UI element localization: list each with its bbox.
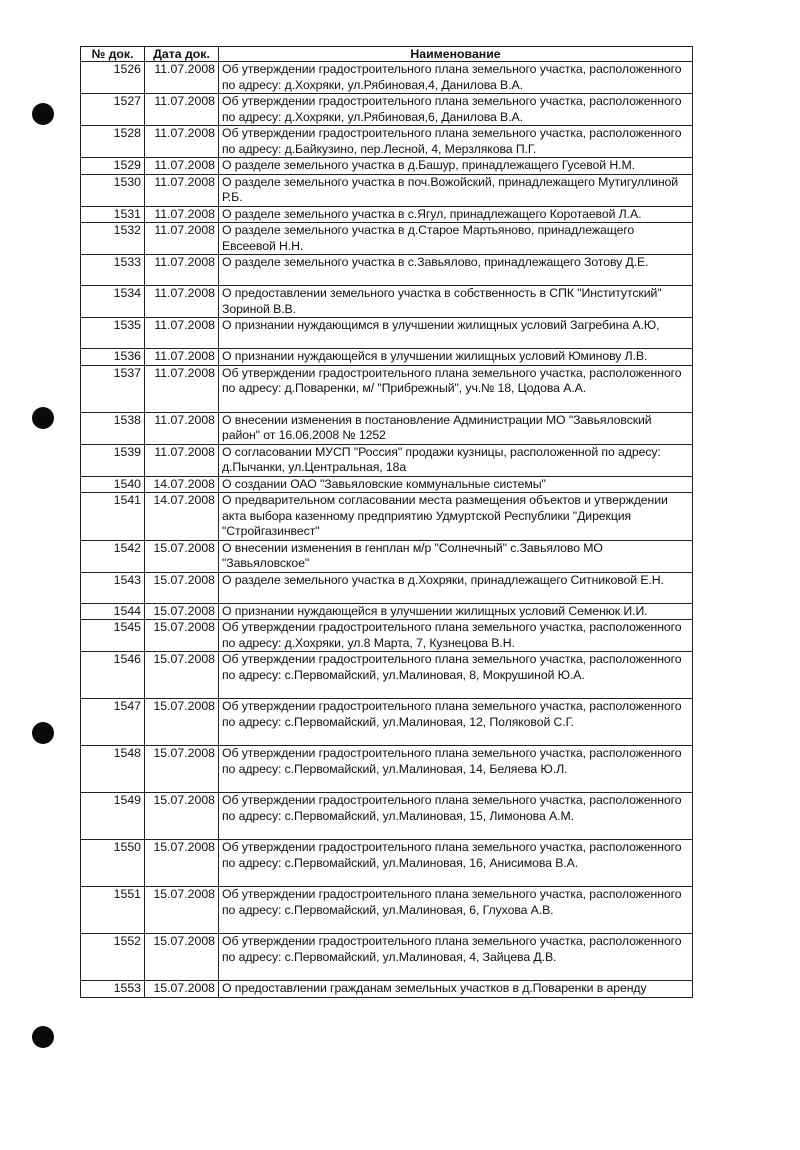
table-row — [81, 793, 693, 840]
doc-number-cell: 1539 — [81, 444, 145, 476]
doc-number-cell: 1536 — [81, 349, 145, 366]
document-registry-table — [80, 46, 693, 998]
doc-number-cell: 1537 — [81, 365, 145, 412]
doc-date-cell: 11.07.2008 — [145, 223, 219, 255]
table-row — [81, 158, 693, 175]
doc-title-cell: О разделе земельного участка в поч.Вожойский, принадлежащего Мутигуллиной Р.Б. — [219, 174, 693, 206]
doc-title-cell: О разделе земельного участка в д.Хохряки, принадлежащего Ситниковой Е.Н. — [219, 572, 693, 603]
doc-date-cell: 11.07.2008 — [145, 412, 219, 444]
doc-number-cell: 1540 — [81, 476, 145, 493]
table-row — [81, 255, 693, 286]
doc-date-cell: 11.07.2008 — [145, 318, 219, 349]
doc-number-cell: 1549 — [81, 793, 145, 840]
punch-hole-mark — [32, 407, 54, 429]
doc-title-cell: Об утверждении градостроительного плана земельного участка, расположенного по адресу: д.Хохряки, ул.Рябиновая,4, Данилова В.А. — [219, 62, 693, 94]
doc-number-cell: 1534 — [81, 286, 145, 318]
doc-number-cell: 1533 — [81, 255, 145, 286]
table-row — [81, 572, 693, 603]
table-row — [81, 444, 693, 476]
doc-date-cell: 11.07.2008 — [145, 349, 219, 366]
doc-title-cell: Об утверждении градостроительного плана земельного участка, расположенного по адресу: с.Первомайский, ул.Малиновая, 8, Мокрушиной Ю.А. — [219, 652, 693, 699]
table-row — [81, 934, 693, 981]
doc-title-cell: О разделе земельного участка в д.Старое Мартьяново, принадлежащего Евсеевой Н.Н. — [219, 223, 693, 255]
doc-number-cell: 1541 — [81, 493, 145, 541]
table-row — [81, 286, 693, 318]
table-row — [81, 746, 693, 793]
doc-number-cell: 1546 — [81, 652, 145, 699]
doc-number-cell: 1527 — [81, 94, 145, 126]
table-row — [81, 603, 693, 620]
doc-title-cell: О разделе земельного участка в с.Завьялово, принадлежащего Зотову Д.Е. — [219, 255, 693, 286]
doc-number-cell: 1547 — [81, 699, 145, 746]
table-row — [81, 887, 693, 934]
doc-title-cell: О предоставлении земельного участка в собственность в СПК "Институтский" Зориной В.В. — [219, 286, 693, 318]
doc-title-cell: Об утверждении градостроительного плана земельного участка, расположенного по адресу: д.Поваренки, м/ "Прибрежный", уч.№ 18, Цодова А.А. — [219, 365, 693, 412]
doc-date-cell: 15.07.2008 — [145, 603, 219, 620]
doc-title-cell: О признании нуждающейся в улучшении жилищных условий Юминову Л.В. — [219, 349, 693, 366]
doc-number-cell: 1538 — [81, 412, 145, 444]
table-row — [81, 62, 693, 94]
table-row — [81, 174, 693, 206]
doc-date-cell: 11.07.2008 — [145, 126, 219, 158]
table-header-row — [81, 47, 693, 62]
doc-date-cell: 15.07.2008 — [145, 572, 219, 603]
doc-date-cell: 15.07.2008 — [145, 746, 219, 793]
doc-date-cell: 11.07.2008 — [145, 174, 219, 206]
doc-date-cell: 15.07.2008 — [145, 934, 219, 981]
column-header-doc-number: № док. — [81, 47, 145, 62]
doc-number-cell: 1526 — [81, 62, 145, 94]
doc-title-cell: Об утверждении градостроительного плана земельного участка, расположенного по адресу: с.Первомайский, ул.Малиновая, 16, Анисимова В.А. — [219, 840, 693, 887]
doc-date-cell: 15.07.2008 — [145, 540, 219, 572]
doc-date-cell: 15.07.2008 — [145, 887, 219, 934]
doc-number-cell: 1545 — [81, 620, 145, 652]
doc-number-cell: 1530 — [81, 174, 145, 206]
doc-title-cell: Об утверждении градостроительного плана земельного участка, расположенного по адресу: с.Первомайский, ул.Малиновая, 4, Зайцева Д.В. — [219, 934, 693, 981]
column-header-title: Наименование — [219, 47, 693, 62]
table-row — [81, 540, 693, 572]
table-row — [81, 223, 693, 255]
doc-date-cell: 15.07.2008 — [145, 699, 219, 746]
punch-hole-mark — [32, 103, 54, 125]
column-header-doc-date: Дата док. — [145, 47, 219, 62]
table-row — [81, 206, 693, 223]
doc-title-cell: О предварительном согласовании места размещения объектов и утверждении акта выбора казенному предприятию Удмуртской Республики "Дирекция "Стройгазинвест" — [219, 493, 693, 541]
doc-title-cell: Об утверждении градостроительного плана земельного участка, расположенного по адресу: д.Хохряки, ул.Рябиновая,6, Данилова В.А. — [219, 94, 693, 126]
doc-number-cell: 1529 — [81, 158, 145, 175]
doc-number-cell: 1553 — [81, 981, 145, 998]
doc-date-cell: 11.07.2008 — [145, 286, 219, 318]
table-row — [81, 699, 693, 746]
table-row — [81, 349, 693, 366]
doc-title-cell: О внесении изменения в генплан м/р "Солнечный" с.Завьялово МО "Завьяловское" — [219, 540, 693, 572]
table-row — [81, 94, 693, 126]
doc-date-cell: 11.07.2008 — [145, 158, 219, 175]
table-body — [81, 62, 693, 998]
doc-number-cell: 1531 — [81, 206, 145, 223]
doc-title-cell: О согласовании МУСП "Россия" продажи кузницы, расположенной по адресу: д.Пычанки, ул.Центральная, 18а — [219, 444, 693, 476]
punch-hole-mark — [32, 1026, 54, 1048]
table-row — [81, 620, 693, 652]
doc-title-cell: Об утверждении градостроительного плана земельного участка, расположенного по адресу: с.Первомайский, ул.Малиновая, 6, Глухова А.В. — [219, 887, 693, 934]
punch-hole-mark — [32, 722, 54, 744]
table-row — [81, 476, 693, 493]
doc-title-cell: О признании нуждающейся в улучшении жилищных условий Семенюк И.И. — [219, 603, 693, 620]
table-row — [81, 840, 693, 887]
doc-number-cell: 1550 — [81, 840, 145, 887]
doc-date-cell: 15.07.2008 — [145, 793, 219, 840]
table-row — [81, 412, 693, 444]
doc-title-cell: О признании нуждающимся в улучшении жилищных условий Загребина А.Ю, — [219, 318, 693, 349]
doc-date-cell: 11.07.2008 — [145, 444, 219, 476]
doc-number-cell: 1535 — [81, 318, 145, 349]
doc-number-cell: 1543 — [81, 572, 145, 603]
doc-number-cell: 1551 — [81, 887, 145, 934]
doc-date-cell: 11.07.2008 — [145, 365, 219, 412]
doc-number-cell: 1542 — [81, 540, 145, 572]
doc-title-cell: Об утверждении градостроительного плана земельного участка, расположенного по адресу: с.Первомайский, ул.Малиновая, 15, Лимонова А.М. — [219, 793, 693, 840]
doc-title-cell: Об утверждении градостроительного плана земельного участка, расположенного по адресу: д.Байкузино, пер.Лесной, 4, Мерзлякова П.Г. — [219, 126, 693, 158]
table-row — [81, 493, 693, 541]
table-row — [81, 365, 693, 412]
doc-title-cell: О предоставлении гражданам земельных участков в д.Поваренки в аренду — [219, 981, 693, 998]
doc-date-cell: 15.07.2008 — [145, 620, 219, 652]
doc-date-cell: 15.07.2008 — [145, 840, 219, 887]
doc-date-cell: 15.07.2008 — [145, 652, 219, 699]
doc-title-cell: О разделе земельного участка в д.Башур, принадлежащего Гусевой Н.М. — [219, 158, 693, 175]
doc-date-cell: 11.07.2008 — [145, 94, 219, 126]
table-row — [81, 318, 693, 349]
doc-number-cell: 1548 — [81, 746, 145, 793]
doc-number-cell: 1528 — [81, 126, 145, 158]
doc-title-cell: О внесении изменения в постановление Администрации МО "Завьяловский район" от 16.06.2008 № 1252 — [219, 412, 693, 444]
doc-title-cell: Об утверждении градостроительного плана земельного участка, расположенного по адресу: с.Первомайский, ул.Малиновая, 12, Поляковой С.Г. — [219, 699, 693, 746]
doc-number-cell: 1552 — [81, 934, 145, 981]
doc-date-cell: 11.07.2008 — [145, 62, 219, 94]
doc-date-cell: 14.07.2008 — [145, 476, 219, 493]
table-row — [81, 652, 693, 699]
table-row — [81, 981, 693, 998]
table-row — [81, 126, 693, 158]
doc-title-cell: Об утверждении градостроительного плана земельного участка, расположенного по адресу: д.Хохряки, ул.8 Марта, 7, Кузнецова В.Н. — [219, 620, 693, 652]
doc-number-cell: 1532 — [81, 223, 145, 255]
doc-title-cell: О создании ОАО "Завьяловские коммунальные системы" — [219, 476, 693, 493]
doc-date-cell: 15.07.2008 — [145, 981, 219, 998]
doc-number-cell: 1544 — [81, 603, 145, 620]
doc-date-cell: 11.07.2008 — [145, 206, 219, 223]
doc-title-cell: О разделе земельного участка в с.Ягул, принадлежащего Коротаевой Л.А. — [219, 206, 693, 223]
doc-date-cell: 14.07.2008 — [145, 493, 219, 541]
doc-title-cell: Об утверждении градостроительного плана земельного участка, расположенного по адресу: с.Первомайский, ул.Малиновая, 14, Беляева Ю.Л. — [219, 746, 693, 793]
doc-date-cell: 11.07.2008 — [145, 255, 219, 286]
